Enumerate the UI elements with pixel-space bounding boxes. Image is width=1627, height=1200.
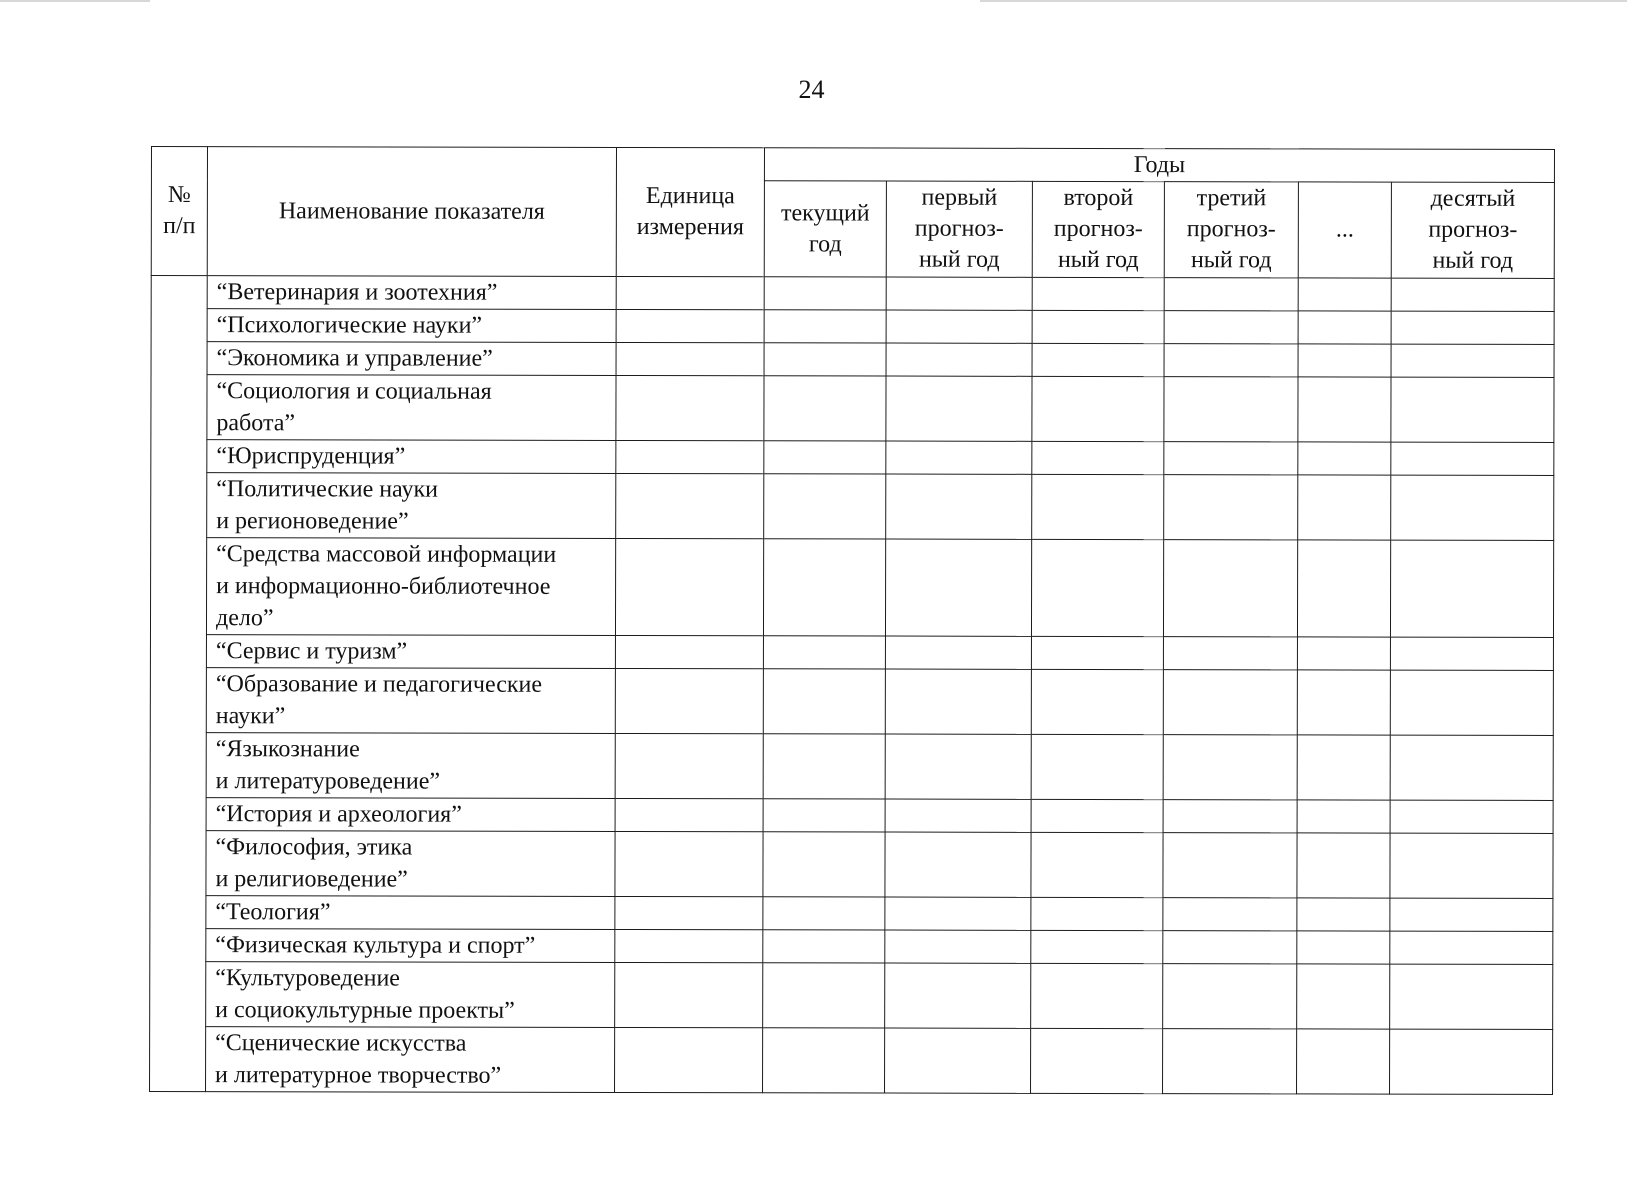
year-value-cell xyxy=(1163,735,1297,800)
table-row xyxy=(151,440,1554,476)
header-indicator-name: Наименование показателя xyxy=(207,147,616,277)
indicator-name-cell: “Юриспруденция” xyxy=(207,440,616,474)
year-value-cell xyxy=(885,539,1031,636)
year-value-cell xyxy=(764,376,886,441)
top-rule-right xyxy=(980,0,1627,2)
year-value-cell xyxy=(1390,670,1553,735)
indicator-name-cell: “Средства массовой информации и информационно-библиотечное дело” xyxy=(206,538,615,636)
year-value-cell xyxy=(885,734,1031,799)
unit-cell xyxy=(616,440,764,473)
year-value-cell xyxy=(764,343,886,376)
year-value-cell xyxy=(1031,539,1163,636)
year-value-cell xyxy=(886,343,1032,376)
year-value-cell xyxy=(1390,540,1553,637)
year-value-cell xyxy=(1391,344,1554,377)
year-value-cell xyxy=(764,474,886,539)
year-value-cell xyxy=(1297,670,1390,735)
year-value-cell xyxy=(1390,931,1553,964)
unit-cell xyxy=(616,309,764,342)
unit-cell xyxy=(615,962,763,1027)
year-value-cell xyxy=(885,832,1031,897)
year-value-cell xyxy=(1163,637,1297,670)
table-row xyxy=(150,538,1553,638)
year-value-cell xyxy=(1297,637,1390,670)
year-value-cell xyxy=(886,277,1032,310)
header-year-0: текущий год xyxy=(764,181,886,277)
indicator-name-cell: “Сервис и туризм” xyxy=(206,635,615,669)
year-value-cell xyxy=(1390,833,1553,898)
year-value-cell xyxy=(1298,475,1391,540)
year-value-cell xyxy=(1298,442,1391,475)
unit-cell xyxy=(615,896,763,929)
year-value-cell xyxy=(763,897,885,930)
table-row xyxy=(150,928,1553,964)
table-row xyxy=(151,473,1554,541)
unit-cell xyxy=(615,831,763,896)
year-value-cell xyxy=(1164,311,1298,344)
table-row xyxy=(150,1026,1553,1094)
indicator-name-cell: “Философия, этика и религиоведение” xyxy=(206,831,615,897)
year-value-cell xyxy=(1298,344,1391,377)
year-value-cell xyxy=(1031,963,1163,1028)
table-row xyxy=(150,895,1553,931)
year-value-cell xyxy=(1297,800,1390,833)
unit-cell xyxy=(615,733,763,798)
year-value-cell xyxy=(885,930,1031,963)
year-value-cell xyxy=(1164,344,1298,377)
year-value-cell xyxy=(886,376,1032,441)
year-value-cell xyxy=(885,1028,1031,1093)
year-value-cell xyxy=(763,734,885,799)
unit-cell xyxy=(616,375,764,440)
year-value-cell xyxy=(1032,441,1164,474)
top-rule-left xyxy=(0,0,150,2)
year-value-cell xyxy=(885,799,1031,832)
header-year-4: ... xyxy=(1298,182,1391,278)
year-value-cell xyxy=(763,636,885,669)
year-value-cell xyxy=(1390,898,1553,931)
year-value-cell xyxy=(1032,376,1164,441)
year-value-cell xyxy=(1391,475,1554,540)
year-value-cell xyxy=(763,832,885,897)
indicator-name-cell: “Культуроведение и социокультурные проекты” xyxy=(206,962,615,1028)
header-unit: Единица измерения xyxy=(616,147,764,276)
year-value-cell xyxy=(1032,343,1164,376)
unit-cell xyxy=(615,929,763,962)
unit-cell xyxy=(616,342,764,375)
table-row xyxy=(151,375,1554,443)
year-value-cell xyxy=(1164,442,1298,475)
year-value-cell xyxy=(764,277,886,310)
year-value-cell xyxy=(1297,964,1390,1029)
year-value-cell xyxy=(1390,800,1553,833)
year-value-cell xyxy=(1031,1028,1163,1093)
table-row xyxy=(150,961,1553,1029)
year-value-cell xyxy=(885,669,1031,734)
indicator-table-sheet xyxy=(149,146,1554,1095)
year-value-cell xyxy=(1164,278,1298,311)
year-value-cell xyxy=(1390,735,1553,800)
header-year-5: десятый прогноз- ный год xyxy=(1391,182,1554,278)
year-value-cell xyxy=(764,310,886,343)
year-value-cell xyxy=(1032,474,1164,539)
unit-cell xyxy=(615,538,763,635)
table-row xyxy=(151,309,1554,345)
year-value-cell xyxy=(1391,442,1554,475)
header-number: № п/п xyxy=(151,147,207,276)
unit-cell xyxy=(615,635,763,668)
page-number-text: 24 xyxy=(798,75,825,104)
year-value-cell xyxy=(763,1028,885,1093)
indicator-name-cell: “Языкознание и литературоведение” xyxy=(206,733,615,799)
unit-cell xyxy=(615,798,763,831)
year-value-cell xyxy=(1163,670,1297,735)
unit-cell xyxy=(616,473,764,538)
indicator-name-cell: “Сценические искусства и литературное творчество” xyxy=(206,1027,615,1093)
year-value-cell xyxy=(1298,377,1391,442)
table-row xyxy=(151,342,1554,378)
year-value-cell xyxy=(1298,278,1391,311)
year-value-cell xyxy=(1163,800,1297,833)
year-value-cell xyxy=(763,963,885,1028)
year-value-cell xyxy=(1163,898,1297,931)
year-value-cell xyxy=(1163,1029,1297,1094)
year-value-cell xyxy=(886,441,1032,474)
year-value-cell xyxy=(1031,799,1163,832)
year-value-cell xyxy=(1031,930,1163,963)
year-value-cell xyxy=(886,474,1032,539)
indicator-name-cell: “Экономика и управление” xyxy=(207,342,616,376)
number-column-cell xyxy=(150,276,208,1092)
year-value-cell xyxy=(1390,964,1553,1029)
year-value-cell xyxy=(1297,735,1390,800)
indicator-name-cell: “Политические науки и регионоведение” xyxy=(207,473,616,539)
year-value-cell xyxy=(1297,1029,1390,1094)
year-value-cell xyxy=(1391,278,1554,311)
year-value-cell xyxy=(763,930,885,963)
indicator-name-cell: “Ветеринария и зоотехния” xyxy=(207,276,616,310)
year-value-cell xyxy=(885,636,1031,669)
year-value-cell xyxy=(1298,311,1391,344)
year-value-cell xyxy=(1390,1029,1553,1094)
table-row xyxy=(150,732,1553,800)
indicator-name-cell: “История и археология” xyxy=(206,798,615,832)
table-row xyxy=(150,830,1553,898)
year-value-cell xyxy=(1297,931,1390,964)
year-value-cell xyxy=(1163,833,1297,898)
year-value-cell xyxy=(1031,734,1163,799)
year-value-cell xyxy=(763,539,885,636)
header-years-group: Годы xyxy=(764,148,1554,183)
year-value-cell xyxy=(1390,637,1553,670)
year-value-cell xyxy=(1032,310,1164,343)
year-value-cell xyxy=(1164,377,1298,442)
year-value-cell xyxy=(764,441,886,474)
table-row xyxy=(150,797,1553,833)
indicator-name-cell: “Физическая культура и спорт” xyxy=(206,929,615,963)
year-value-cell xyxy=(1163,964,1297,1029)
year-value-cell xyxy=(1297,540,1390,637)
year-value-cell xyxy=(885,963,1031,1028)
year-value-cell xyxy=(1031,832,1163,897)
unit-cell xyxy=(615,668,763,733)
year-value-cell xyxy=(1031,636,1163,669)
year-value-cell xyxy=(886,310,1032,343)
page-number xyxy=(0,74,1627,106)
table-row xyxy=(151,276,1554,312)
table-row xyxy=(150,635,1553,671)
header-year-1: первый прогноз- ный год xyxy=(886,181,1032,277)
header-year-2: второй прогноз- ный год xyxy=(1032,181,1164,277)
indicator-table xyxy=(149,146,1555,1095)
year-value-cell xyxy=(1164,475,1298,540)
table-body xyxy=(150,276,1555,1095)
year-value-cell xyxy=(885,897,1031,930)
year-value-cell xyxy=(1163,931,1297,964)
year-value-cell xyxy=(763,669,885,734)
year-value-cell xyxy=(1163,540,1297,637)
year-value-cell xyxy=(1031,669,1163,734)
year-value-cell xyxy=(1391,311,1554,344)
year-value-cell xyxy=(1297,833,1390,898)
indicator-name-cell: “Образование и педагогические науки” xyxy=(206,668,615,734)
year-value-cell xyxy=(763,799,885,832)
year-value-cell xyxy=(1391,377,1554,442)
unit-cell xyxy=(615,1027,763,1092)
indicator-name-cell: “Теология” xyxy=(206,896,615,930)
header-year-3: третий прогноз- ный год xyxy=(1164,182,1298,278)
indicator-name-cell: “Психологические науки” xyxy=(207,309,616,343)
indicator-name-cell: “Социология и социальная работа” xyxy=(207,375,616,441)
year-value-cell xyxy=(1032,277,1164,310)
year-value-cell xyxy=(1297,898,1390,931)
table-row xyxy=(150,667,1553,735)
unit-cell xyxy=(616,276,764,309)
year-value-cell xyxy=(1031,897,1163,930)
